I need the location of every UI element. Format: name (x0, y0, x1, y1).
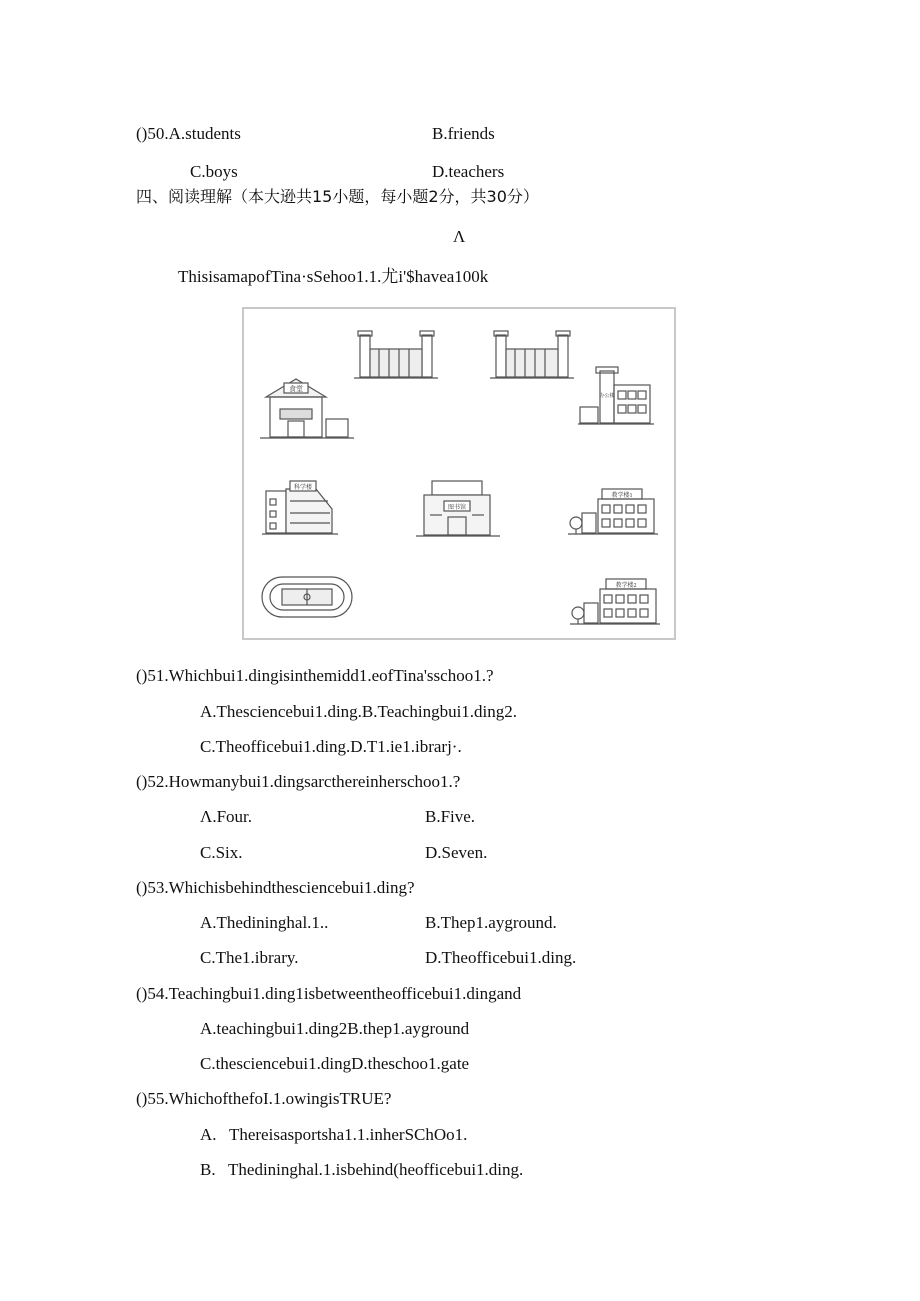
q55-option-b: B. Thedininghal.1.isbehind(heofficebui1.ding. (200, 1160, 524, 1179)
q51-options-ab: A.Thesciencebui1.ding.B.Teachingbui1.ding2. (200, 702, 518, 721)
passage-intro: ThisisamapofTina·sSehoo1.1.尤i'$havea100k (178, 267, 489, 286)
office-building-sign: 办公楼 (599, 394, 615, 399)
teaching-building-2-sign: 教学楼2 (615, 583, 637, 589)
q54-options-ab: A.teachingbui1.ding2B.thep1.ayground (200, 1019, 470, 1038)
teaching-building-2-icon (570, 579, 660, 624)
science-building-sign: 科学楼 (293, 485, 313, 491)
teaching-building-1-sign: 教学楼1 (611, 493, 633, 499)
school-gate-1-icon (354, 331, 438, 378)
q50-line1 (136, 125, 241, 142)
q51-stem: ()51.Whichbui1.dingisinthemidd1.eofTina'sschoo1.? (136, 666, 494, 685)
teaching-building-1-icon (568, 489, 658, 534)
passage-label: Λ (453, 227, 466, 246)
q53-stem: ()53.Whichisbehindthesciencebui1.ding? (136, 878, 415, 897)
q53-option-b: B.Thep1.ayground. (425, 913, 557, 932)
q55-stem: ()55.WhichofthefoI.1.owingisTRUE? (136, 1089, 392, 1108)
q52-option-a: Λ.Four. (200, 807, 253, 826)
library-sign: 图书馆 (447, 505, 467, 511)
q50-option-c: C.boys (190, 162, 238, 181)
q53-option-a: A.Thedininghal.1.. (200, 913, 329, 932)
q52-stem: ()52.Howmanybui1.dingsarcthereinherschoo1.? (136, 772, 461, 791)
q50-option-d: D.teachers (432, 162, 505, 181)
science-building-icon (262, 481, 338, 534)
q50-prefix: ()50. (136, 124, 169, 143)
q53-option-c: C.The1.ibrary. (200, 948, 299, 967)
school-map (242, 307, 676, 640)
section-title: 四、阅读理解（本大逊共15小题，每小题2分，共30分） (136, 187, 539, 206)
q51-options-cd: C.Theofficebui1.ding.D.T1.ie1.ibrarj·. (200, 737, 462, 756)
school-gate-2-icon (490, 331, 574, 378)
office-building-icon (578, 367, 654, 424)
q52-option-b: B.Five. (425, 807, 476, 826)
q54-options-cd: C.thesciencebui1.dingD.theschoo1.gate (200, 1054, 470, 1073)
q55-option-a: A. Thereisasportsha1.1.inherSChOo1. (200, 1125, 468, 1144)
q53-option-d: D.Theofficebui1.ding. (425, 948, 577, 967)
q50-option-a: A.students (168, 124, 241, 143)
dining-hall-icon (260, 379, 354, 438)
q52-option-d: D.Seven. (425, 843, 488, 862)
library-icon (416, 481, 500, 536)
playground-icon (262, 577, 352, 617)
q52-option-c: C.Six. (200, 843, 243, 862)
q50-option-b: B.friends (432, 124, 495, 143)
q54-stem: ()54.Teachingbui1.ding1isbetweentheofficebui1.dingand (136, 984, 522, 1003)
dining-hall-sign: 食堂 (289, 385, 303, 393)
